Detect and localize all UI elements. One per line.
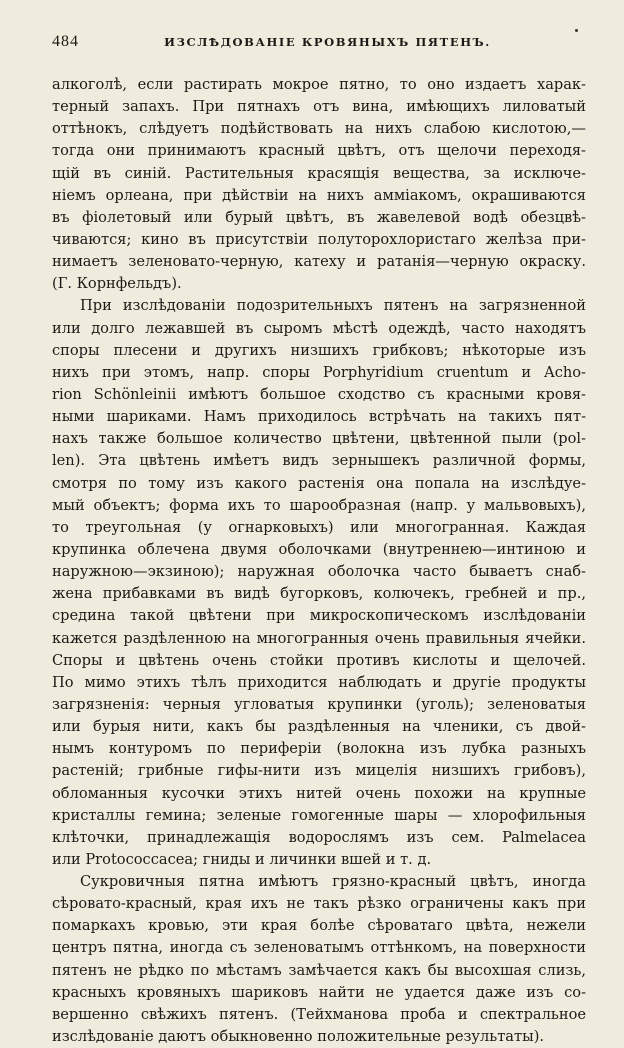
text-line: растеній; грибные гифы-нити изъ мицелія низшихъ грибовъ),	[52, 762, 586, 780]
text-line: нихъ при этомъ, напр. споры Porphyridium cruentum и Achо-	[52, 363, 586, 381]
text-line: нахъ также большое количество цвѣтени, цвѣтенной пыли (pol-	[52, 430, 586, 448]
text-line: жена прибавками въ видѣ бугорковъ, колючекъ, гребней и пр.,	[52, 585, 586, 603]
page-body	[52, 74, 586, 1048]
text-line: чиваются; кино въ присутствіи полуторохлористаго желѣза при-	[52, 230, 586, 248]
text-line: терный запахъ. При пятнахъ отъ вина, имѣющихъ лиловатый	[52, 98, 586, 116]
text-line: кристаллы гемина; зеленые гомогенные шары — хлорофильныя	[52, 806, 586, 824]
running-head: ИЗСЛѢДОВАНIЕ КРОВЯНЫХЪ ПЯТЕНЪ.	[164, 35, 491, 49]
text-line: крупинка облечена двумя оболочками (внутреннею—интиною и	[52, 540, 586, 558]
text-line: центръ пятна, иногда съ зеленоватымъ оттѣнкомъ, на поверхности	[52, 939, 586, 957]
paragraph	[52, 74, 586, 295]
page-header	[52, 33, 586, 57]
text-line: или Protococcacea; гниды и личинки вшей и т. д.	[52, 850, 432, 868]
text-line: споры плесени и другихъ низшихъ грибковъ; нѣкоторые изъ	[52, 341, 586, 359]
text-line: въ фіолетовый или бурый цвѣтъ, въ жавелевой водѣ обезцвѣ-	[52, 208, 586, 226]
text-line: или бурыя нити, какъ бы раздѣленныя на членики, съ двой-	[52, 718, 586, 736]
text-line: красныхъ кровяныхъ шариковъ найти не удается даже изъ со-	[52, 983, 586, 1001]
paragraph	[52, 295, 586, 871]
text-line: средина такой цвѣтени при микроскопическомъ изслѣдованіи	[52, 607, 586, 625]
text-line: нымъ контуромъ по периферіи (волокна изъ лубка разныхъ	[52, 740, 586, 758]
text-line: клѣточки, принадлежащія водорослямъ изъ сем. Palmelacea	[52, 828, 586, 846]
text-line: обломанныя кусочки этихъ нитей очень похожи на крупные	[52, 784, 586, 802]
text-line: то треугольная (у огнарковыхъ) или многогранная. Каждая	[52, 518, 586, 536]
text-line: щій въ синій. Растительныя красящія вещества, за исключе-	[52, 164, 586, 182]
text-line: вершенно свѣжихъ пятенъ. (Тейхманова проба и спектральное	[52, 1005, 586, 1023]
text-line: (Г. Корнфельдъ).	[52, 275, 182, 293]
text-line: нимаетъ зеленовато-черную, катеху и ратанія—черную окраску.	[52, 253, 586, 271]
text-line: Споры и цвѣтень очень стойки противъ кислоты и щелочей.	[52, 651, 586, 669]
text-line: ными шариками. Намъ приходилось встрѣчать на такихъ пят-	[52, 408, 586, 426]
text-line: смотря по тому изъ какого растенія она попала на изслѣдуе-	[52, 474, 586, 492]
text-line: изслѣдованіе даютъ обыкновенно положительные результаты).	[52, 1028, 545, 1046]
text-line: алкоголѣ, если растирать мокрое пятно, то оно издаетъ харак-	[52, 76, 586, 93]
text-line: сѣровато-красный, края ихъ не такъ рѣзко ограничены какъ при	[52, 895, 586, 913]
text-line: или долго лежавшей въ сыромъ мѣстѣ одеждѣ, часто находятъ	[52, 319, 586, 337]
text-line: ніемъ орлеана, при дѣйствіи на нихъ амміакомъ, окрашиваются	[52, 186, 586, 204]
ink-speck	[575, 29, 578, 32]
text-line: По мимо этихъ тѣлъ приходится наблюдать и другіе продукты	[52, 673, 586, 691]
text-line: rion Schönleinii имѣютъ большое сходство съ красными кровя-	[52, 385, 586, 403]
page-number: 484	[52, 33, 79, 50]
text-line: помаркахъ кровью, эти края болѣе сѣроватаго цвѣта, нежели	[52, 917, 586, 935]
text-line: кажется раздѣленною на многогранныя очень правильныя ячейки.	[52, 629, 586, 647]
text-line: мый объектъ; форма ихъ то шарообразная (напр. у мальвовыхъ),	[52, 496, 586, 514]
text-line: При изслѣдованіи подозрительныхъ пятенъ на загрязненной	[80, 297, 586, 315]
text-line: наружною—экзиною); наружная оболочка часто бываетъ снаб-	[52, 563, 586, 581]
text-line: загрязненія: черныя угловатыя крупинки (уголь); зеленоватыя	[52, 695, 586, 713]
text-line: Сукровичныя пятна имѣютъ грязно-красный цвѣтъ, иногда	[80, 873, 586, 891]
text-line: тогда они принимаютъ красный цвѣтъ, отъ щелочи переходя-	[52, 142, 586, 160]
text-line: оттѣнокъ, слѣдуетъ подѣйствовать на нихъ слабою кислотою,—	[52, 120, 586, 138]
text-line: len). Эта цвѣтень имѣетъ видъ зернышекъ различной формы,	[52, 452, 586, 470]
text-line: пятенъ не рѣдко по мѣстамъ замѣчается какъ бы высохшая слизь,	[52, 961, 586, 979]
